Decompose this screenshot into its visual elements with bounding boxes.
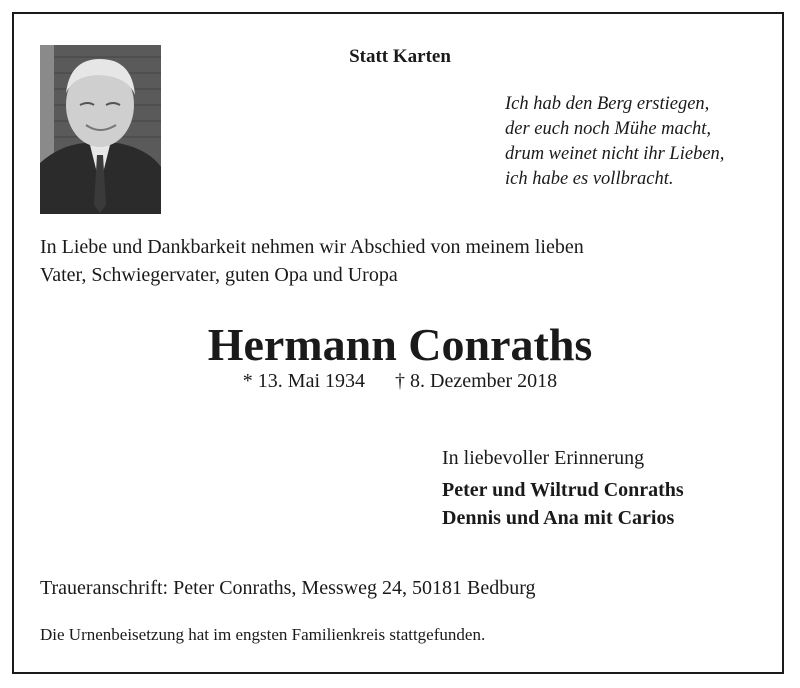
life-dates: * 13. Mai 1934 † 8. Dezember 2018 <box>242 370 558 392</box>
intro-text <box>40 233 584 289</box>
intro-line: Vater, Schwiegervater, guten Opa und Uropa <box>40 264 398 286</box>
remembrance-line: In liebevoller Erinnerung <box>442 447 645 469</box>
poem-line: drum weinet nicht ihr Lieben, <box>505 144 725 164</box>
deceased-name: Hermann Conraths <box>207 319 593 370</box>
poem-line: der euch noch Mühe macht, <box>505 119 712 139</box>
statt-karten-heading: Statt Karten <box>349 46 451 67</box>
poem-line: ich habe es vollbracht. <box>505 169 674 189</box>
mourner-family: Dennis und Ana mit Carios <box>442 507 675 529</box>
poem <box>505 92 724 192</box>
mourners-block <box>442 444 684 532</box>
burial-note: Die Urnenbeisetzung hat im engsten Familienkreis stattgefunden. <box>40 625 486 644</box>
poem-line: Ich hab den Berg erstiegen, <box>505 94 710 114</box>
intro-line: In Liebe und Dankbarkeit nehmen wir Abschied von meinem lieben <box>40 236 584 258</box>
mourner-family: Peter und Wiltrud Conraths <box>442 479 684 501</box>
portrait-photo <box>40 45 161 214</box>
mourning-address: Traueranschrift: Peter Conraths, Messweg 24, 50181 Bedburg <box>40 577 536 599</box>
